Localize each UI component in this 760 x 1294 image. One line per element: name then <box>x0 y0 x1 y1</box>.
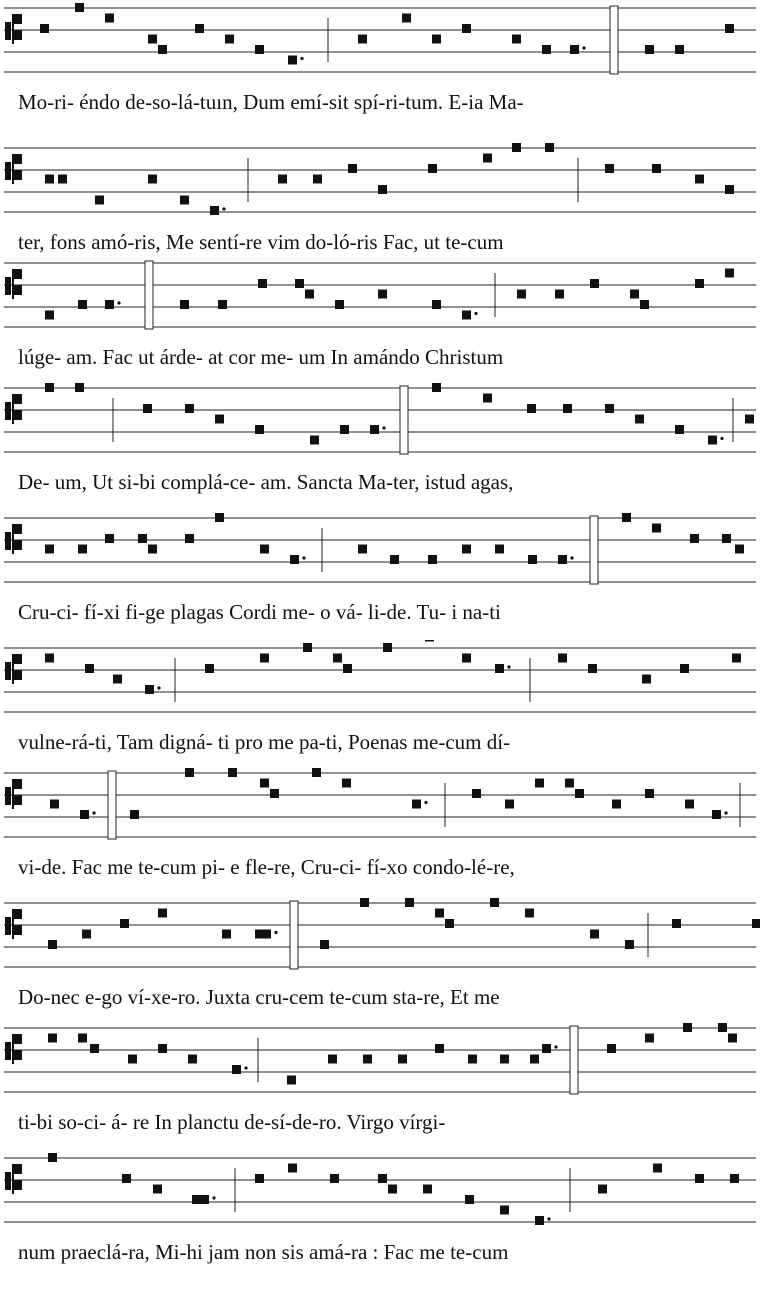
punctum-note <box>260 545 269 554</box>
punctum-note <box>143 404 152 413</box>
double-bar <box>590 516 598 584</box>
punctum-note <box>75 383 84 392</box>
punctum-note <box>645 1034 654 1043</box>
four-line-staff <box>0 255 760 335</box>
mora-dot <box>212 1196 215 1199</box>
punctum-note <box>645 45 654 54</box>
punctum-note <box>378 1174 387 1183</box>
lyric-line: num praeclá-ra, Mi-hi jam non sis amá-ra : Fac me te-cum <box>18 1240 509 1264</box>
punctum-note <box>370 425 379 434</box>
punctum-note <box>675 45 684 54</box>
punctum-note <box>465 1195 474 1204</box>
mora-dot <box>157 686 160 689</box>
punctum-note <box>210 206 219 215</box>
punctum-note <box>358 35 367 44</box>
double-bar <box>290 901 298 969</box>
punctum-note <box>270 789 279 798</box>
punctum-note <box>278 175 287 184</box>
punctum-note <box>653 1164 662 1173</box>
chant-system <box>0 1150 760 1290</box>
punctum-note <box>378 185 387 194</box>
punctum-note <box>40 24 49 33</box>
punctum-note <box>425 640 434 642</box>
punctum-note <box>105 14 114 23</box>
punctum-note <box>525 909 534 918</box>
chant-system <box>0 895 760 1035</box>
punctum-note <box>333 654 342 663</box>
punctum-note <box>718 1023 727 1032</box>
punctum-note <box>145 685 154 694</box>
punctum-note <box>185 768 194 777</box>
punctum-note <box>635 415 644 424</box>
punctum-note <box>712 810 721 819</box>
punctum-note <box>607 1044 616 1053</box>
do-clef-icon <box>5 154 22 184</box>
punctum-note <box>148 545 157 554</box>
punctum-note <box>500 1206 509 1215</box>
punctum-note <box>505 800 514 809</box>
punctum-note <box>683 1023 692 1032</box>
four-line-staff <box>0 1150 760 1230</box>
punctum-note <box>563 404 572 413</box>
punctum-note <box>462 311 471 320</box>
punctum-note <box>490 898 499 907</box>
punctum-note <box>188 1055 197 1064</box>
punctum-note <box>685 800 694 809</box>
punctum-note <box>255 1174 264 1183</box>
punctum-note <box>542 1044 551 1053</box>
punctum-note <box>468 1055 477 1064</box>
punctum-note <box>148 175 157 184</box>
mora-dot <box>302 556 305 559</box>
punctum-note <box>288 56 297 65</box>
punctum-note <box>495 545 504 554</box>
punctum-note <box>328 1055 337 1064</box>
punctum-note <box>558 555 567 564</box>
punctum-note <box>570 45 579 54</box>
punctum-note <box>113 675 122 684</box>
punctum-note <box>90 1044 99 1053</box>
punctum-note <box>180 196 189 205</box>
double-bar <box>145 261 153 329</box>
mora-dot <box>507 665 510 668</box>
punctum-note <box>330 1174 339 1183</box>
chant-system <box>0 510 760 650</box>
punctum-note <box>215 415 224 424</box>
four-line-staff <box>0 140 760 220</box>
lyric-line: ti-bi so-ci- á- re In planctu de-sí-de-ro. Virgo vírgi- <box>18 1110 446 1134</box>
four-line-staff <box>0 895 760 975</box>
punctum-note <box>640 300 649 309</box>
punctum-note <box>605 164 614 173</box>
punctum-note <box>320 940 329 949</box>
mora-dot <box>382 426 385 429</box>
punctum-note <box>405 898 414 907</box>
punctum-note <box>48 1153 57 1162</box>
punctum-note <box>48 1034 57 1043</box>
punctum-note <box>82 930 91 939</box>
punctum-note <box>558 654 567 663</box>
punctum-note <box>517 290 526 299</box>
do-clef-icon <box>5 909 22 939</box>
punctum-note <box>105 534 114 543</box>
double-bar <box>400 386 408 454</box>
punctum-note <box>728 1034 737 1043</box>
punctum-note <box>680 664 689 673</box>
punctum-note <box>388 1185 397 1194</box>
do-clef-icon <box>5 1034 22 1064</box>
punctum-note <box>695 1174 704 1183</box>
punctum-note <box>262 930 271 939</box>
punctum-note <box>342 779 351 788</box>
chant-system <box>0 380 760 520</box>
punctum-note <box>218 300 227 309</box>
punctum-note <box>45 311 54 320</box>
punctum-note <box>158 45 167 54</box>
punctum-note <box>652 524 661 533</box>
punctum-note <box>652 164 661 173</box>
punctum-note <box>730 1174 739 1183</box>
punctum-note <box>383 643 392 652</box>
punctum-note <box>527 404 536 413</box>
punctum-note <box>590 930 599 939</box>
punctum-note <box>288 1164 297 1173</box>
punctum-note <box>260 779 269 788</box>
four-line-staff <box>0 765 760 845</box>
punctum-note <box>255 425 264 434</box>
punctum-note <box>512 35 521 44</box>
punctum-note <box>153 1185 162 1194</box>
punctum-note <box>435 909 444 918</box>
punctum-note <box>735 545 744 554</box>
punctum-note <box>462 545 471 554</box>
chant-system <box>0 765 760 905</box>
chant-system <box>0 0 760 140</box>
mora-dot <box>244 1066 247 1069</box>
punctum-note <box>80 810 89 819</box>
punctum-note <box>255 45 264 54</box>
mora-dot <box>424 801 427 804</box>
punctum-note <box>745 415 754 424</box>
punctum-note <box>45 383 54 392</box>
do-clef-icon <box>5 654 22 684</box>
punctum-note <box>335 300 344 309</box>
lyric-line: ter, fons amó-ris, Me sentí-re vim do-ló-ris Fac, ut te-cum <box>18 230 504 254</box>
punctum-note <box>105 300 114 309</box>
punctum-note <box>500 1055 509 1064</box>
mora-dot <box>724 811 727 814</box>
punctum-note <box>412 800 421 809</box>
punctum-note <box>78 1034 87 1043</box>
punctum-note <box>225 35 234 44</box>
punctum-note <box>428 555 437 564</box>
lyric-line: Mo-ri- éndo de-so-lá-tuın, Dum emí-sit spí-ri-tum. E-ia Ma- <box>18 90 524 114</box>
mora-dot <box>570 556 573 559</box>
punctum-note <box>445 919 454 928</box>
punctum-note <box>185 404 194 413</box>
punctum-note <box>462 24 471 33</box>
punctum-note <box>185 534 194 543</box>
punctum-note <box>258 279 267 288</box>
punctum-note <box>313 175 322 184</box>
punctum-note <box>575 789 584 798</box>
punctum-note <box>78 300 87 309</box>
punctum-note <box>495 664 504 673</box>
punctum-note <box>555 290 564 299</box>
punctum-note <box>435 1044 444 1053</box>
punctum-note <box>138 534 147 543</box>
four-line-staff <box>0 1020 760 1100</box>
punctum-note <box>462 654 471 663</box>
punctum-note <box>432 35 441 44</box>
punctum-note <box>483 394 492 403</box>
punctum-note <box>630 290 639 299</box>
four-line-staff <box>0 510 760 590</box>
double-bar <box>570 1026 578 1094</box>
mora-dot <box>92 811 95 814</box>
punctum-note <box>260 654 269 663</box>
mora-dot <box>300 57 303 60</box>
punctum-note <box>545 143 554 152</box>
punctum-note <box>390 555 399 564</box>
punctum-note <box>725 24 734 33</box>
punctum-note <box>428 164 437 173</box>
mora-dot <box>117 301 120 304</box>
punctum-note <box>360 898 369 907</box>
punctum-note <box>200 1195 209 1204</box>
punctum-note <box>645 789 654 798</box>
punctum-note <box>672 919 681 928</box>
punctum-note <box>432 300 441 309</box>
punctum-note <box>305 290 314 299</box>
chant-system <box>0 255 760 395</box>
punctum-note <box>708 436 717 445</box>
punctum-note <box>725 185 734 194</box>
punctum-note <box>348 164 357 173</box>
punctum-note <box>695 279 704 288</box>
punctum-note <box>232 1065 241 1074</box>
punctum-note <box>725 269 734 278</box>
mora-dot <box>582 46 585 49</box>
punctum-note <box>45 175 54 184</box>
punctum-note <box>95 196 104 205</box>
lyric-line: Do-nec e-go ví-xe-ro. Juxta cru-cem te-cum sta-re, Et me <box>18 985 500 1009</box>
punctum-note <box>45 654 54 663</box>
punctum-note <box>398 1055 407 1064</box>
lyric-line: lúge- am. Fac ut árde- at cor me- um In amándo Christum <box>18 345 504 369</box>
punctum-note <box>287 1076 296 1085</box>
chant-system <box>0 1020 760 1160</box>
punctum-note <box>45 545 54 554</box>
punctum-note <box>605 404 614 413</box>
do-clef-icon <box>5 14 22 44</box>
punctum-note <box>565 779 574 788</box>
punctum-note <box>85 664 94 673</box>
punctum-note <box>295 279 304 288</box>
punctum-note <box>122 1174 131 1183</box>
punctum-note <box>642 675 651 684</box>
punctum-note <box>675 425 684 434</box>
punctum-note <box>48 940 57 949</box>
four-line-staff <box>0 0 760 80</box>
punctum-note <box>303 643 312 652</box>
punctum-note <box>128 1055 137 1064</box>
mora-dot <box>474 312 477 315</box>
punctum-note <box>205 664 214 673</box>
punctum-note <box>722 534 731 543</box>
double-bar <box>610 6 618 74</box>
punctum-note <box>195 24 204 33</box>
punctum-note <box>695 175 704 184</box>
punctum-note <box>58 175 67 184</box>
punctum-note <box>228 768 237 777</box>
lyric-line: De- um, Ut si-bi complá-ce- am. Sancta Ma-ter, istud agas, <box>18 470 514 494</box>
punctum-note <box>472 789 481 798</box>
punctum-note <box>542 45 551 54</box>
punctum-note <box>312 768 321 777</box>
punctum-note <box>432 383 441 392</box>
punctum-note <box>158 909 167 918</box>
punctum-note <box>310 436 319 445</box>
punctum-note <box>732 654 741 663</box>
punctum-note <box>690 534 699 543</box>
punctum-note <box>483 154 492 163</box>
mora-dot <box>547 1217 550 1220</box>
punctum-note <box>535 779 544 788</box>
four-line-staff <box>0 380 760 460</box>
punctum-note <box>512 143 521 152</box>
punctum-note <box>50 800 59 809</box>
punctum-note <box>363 1055 372 1064</box>
punctum-note <box>530 1055 539 1064</box>
punctum-note <box>120 919 129 928</box>
double-bar <box>108 771 116 839</box>
punctum-note <box>340 425 349 434</box>
lyric-line: Cru-ci- fí-xi fi-ge plagas Cordi me- o vá- li-de. Tu- i na-ti <box>18 600 501 624</box>
punctum-note <box>423 1185 432 1194</box>
do-clef-icon <box>5 269 22 299</box>
punctum-note <box>535 1216 544 1225</box>
punctum-note <box>180 300 189 309</box>
punctum-note <box>290 555 299 564</box>
punctum-note <box>588 664 597 673</box>
mora-dot <box>274 931 277 934</box>
mora-dot <box>554 1045 557 1048</box>
lyric-line: vulne-rá-ti, Tam digná- ti pro me pa-ti, Poenas me-cum dí- <box>18 730 511 754</box>
mora-dot <box>222 207 225 210</box>
punctum-note <box>752 919 760 928</box>
punctum-note <box>222 930 231 939</box>
punctum-note <box>158 1044 167 1053</box>
punctum-note <box>148 35 157 44</box>
punctum-note <box>590 279 599 288</box>
four-line-staff <box>0 640 760 720</box>
punctum-note <box>358 545 367 554</box>
do-clef-icon <box>5 1164 22 1194</box>
chant-system <box>0 640 760 780</box>
do-clef-icon <box>5 524 22 554</box>
punctum-note <box>625 940 634 949</box>
punctum-note <box>343 664 352 673</box>
punctum-note <box>130 810 139 819</box>
punctum-note <box>622 513 631 522</box>
punctum-note <box>378 290 387 299</box>
punctum-note <box>528 555 537 564</box>
punctum-note <box>215 513 224 522</box>
punctum-note <box>75 3 84 12</box>
mora-dot <box>720 437 723 440</box>
do-clef-icon <box>5 394 22 424</box>
punctum-note <box>192 1195 201 1204</box>
punctum-note <box>598 1185 607 1194</box>
punctum-note <box>402 14 411 23</box>
punctum-note <box>78 545 87 554</box>
lyric-line: vi-de. Fac me te-cum pi- e fle-re, Cru-ci- fí-xo condo-lé-re, <box>18 855 515 879</box>
do-clef-icon <box>5 779 22 809</box>
punctum-note <box>612 800 621 809</box>
